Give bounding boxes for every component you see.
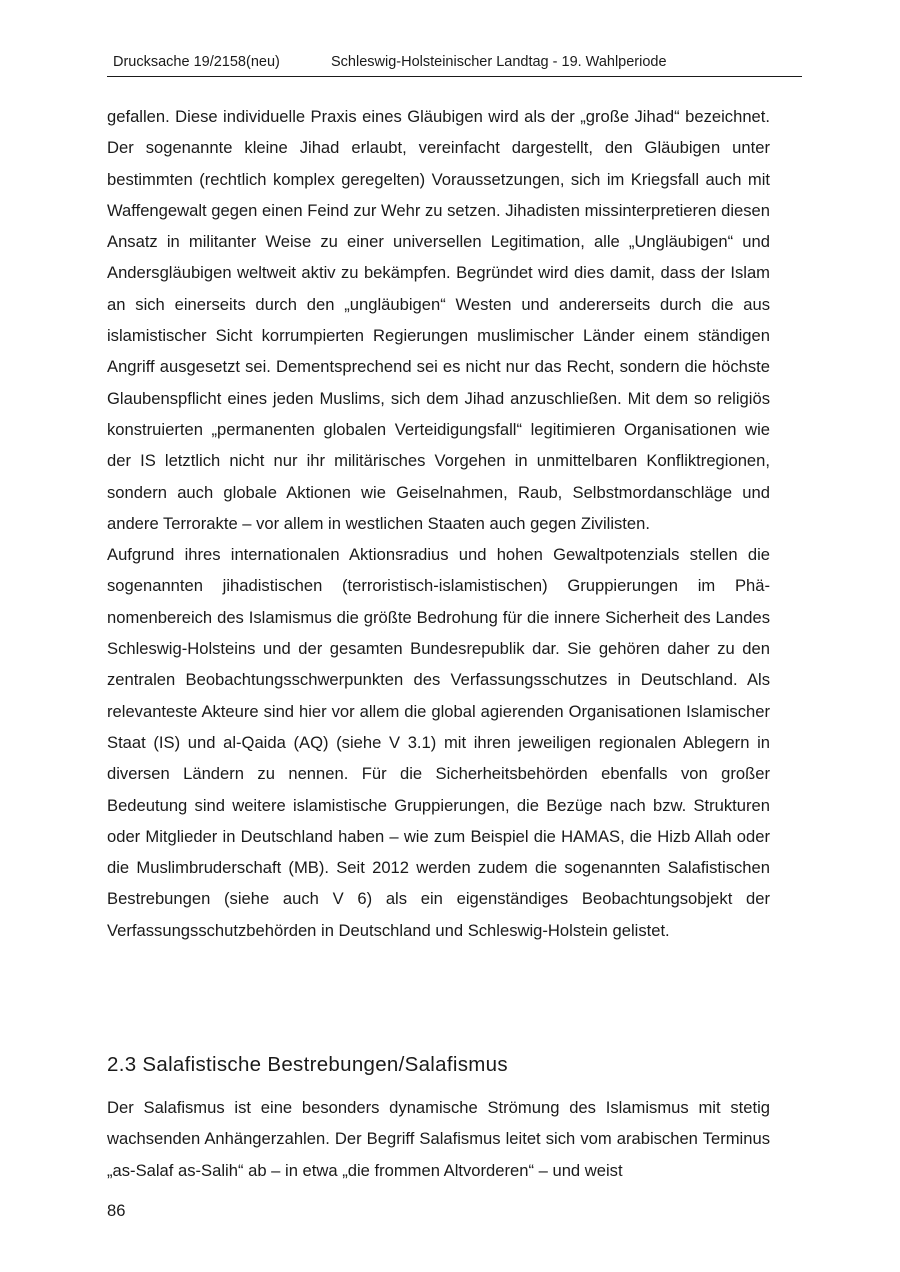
section-heading: 2.3 Salafistische Bestrebungen/Salafismus xyxy=(107,1053,508,1076)
document-number: Drucksache 19/2158(neu) xyxy=(113,54,280,70)
paragraph-salafism: Der Salafismus ist eine besonders dynamische Strömung des Islamismus mit stetig wachsenden Anhängerzahlen. Der Begriff Salafismus leitet sich vom arabischen Terminus „as-Salaf as-Salih“ ab – in etwa „die frommen Altvorderen“ – und weist xyxy=(107,1098,770,1180)
page-number: 86 xyxy=(107,1201,126,1220)
body-text xyxy=(107,101,770,946)
paragraph-jihad: gefallen. Diese individuelle Praxis eines Gläubigen wird als der „große Jihad“ bezeichnet. Der sogenannte kleine Jihad erlaubt, vereinfacht dargestellt, den Gläubigen unter bestimmten (rechtlich komplex geregelten) Voraussetzungen, sich im Kriegsfall auch mit Waffengewalt gegen einen Feind zur Wehr zu setzen. Jihadisten missinterpretieren diesen Ansatz in militanter Weise zu einer universellen Legitimation, alle „Ungläubigen“ und Andersgläubigen weltweit aktiv zu bekämpfen. Begründet wird dies damit, dass der Islam an sich einerseits durch den „ungläubigen“ Westen und andererseits durch die aus islamistischer Sicht korrumpierten Regierungen muslimischer Länder einem ständigen Angriff ausgesetzt sei. Dementsprechend sei es nicht nur das Recht, sondern die höchste Glaubenspflicht eines jeden Muslims, sich dem Jihad anzuschließen. Mit dem so religiös konstruierten „permanenten globalen Verteidigungsfall“ legitimieren Organisationen wie der IS letztlich nicht nur ihr militärisches Vorgehen in unmittelbaren Konfliktregionen, sondern auch globale Aktionen wie Geiselnahmen, Raub, Selbstmordanschläge und andere Terrorakte – vor allem in westlichen Staaten auch gegen Zivilisten. xyxy=(107,107,770,533)
parliament-title: Schleswig-Holsteinischer Landtag - 19. Wahlperiode xyxy=(331,54,667,70)
paragraph-jihadist-groups: Aufgrund ihres internationalen Aktionsradius und hohen Gewaltpotenzials stellen die sogenannten jihadistischen (terroristisch-islamistischen) Gruppierungen im Phänomenbereich des Islamismus die größte Bedrohung für die innere Sicherheit des Landes Schleswig-Holsteins und der gesamten Bundesrepublik dar. Sie gehören daher zu den zentralen Beobachtungsschwerpunkten des Verfassungsschutzes in Deutschland. Als relevanteste Akteure sind hier vor allem die global agierenden Organisationen Islamischer Staat (IS) und al-Qaida (AQ) (siehe V 3.1) mit ihren jeweiligen regionalen Ablegern in diversen Ländern zu nennen. Für die Sicherheitsbehörden ebenfalls von großer Bedeutung sind weitere islamistische Gruppierungen, die Bezüge nach bzw. Strukturen oder Mitglieder in Deutschland haben – wie zum Beispiel die HAMAS, die Hizb Allah oder die Muslimbruderschaft (MB). Seit 2012 werden zudem die sogenannten Salafistischen Bestrebungen (siehe auch V 6) als ein eigenständiges Beobachtungsobjekt der Verfassungsschutzbehörden in Deutschland und Schleswig-Holstein gelistet. xyxy=(107,545,770,940)
section-body xyxy=(107,1092,770,1186)
page-header xyxy=(107,52,802,77)
